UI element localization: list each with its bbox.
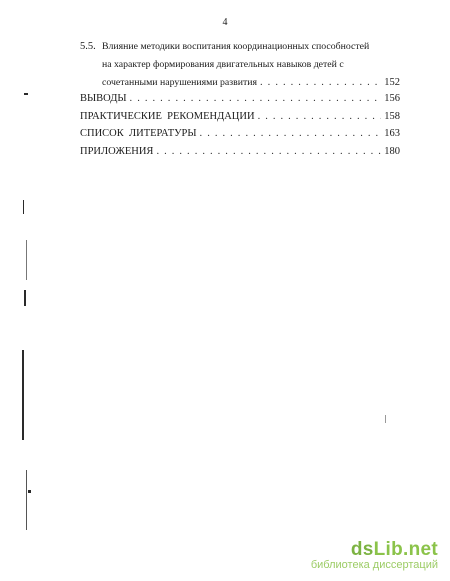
toc-entry-label: СПИСОК ЛИТЕРАТУРЫ: [80, 128, 197, 139]
toc-entry-vyvody: [80, 92, 400, 106]
toc-entry-line: [80, 40, 400, 54]
toc-entry-line: [80, 145, 400, 159]
scan-artifact: [24, 290, 26, 306]
toc-entry-line: [80, 58, 400, 72]
toc-entry-appendices: [80, 145, 400, 159]
dot-leader: [258, 110, 382, 124]
scan-artifact: [26, 240, 27, 280]
toc-entry-title-line1: Влияние методики воспитания координационных способностей: [102, 41, 370, 52]
toc-entry-literature: [80, 127, 400, 141]
watermark-logo-rest: Lib.net: [373, 539, 438, 560]
toc-entry-page: 152: [384, 77, 400, 88]
toc-entry-page: 156: [384, 93, 400, 104]
toc-entry-title-line2: на характер формирования двигательных навыков детей с: [102, 59, 344, 70]
page-number: 4: [222, 17, 228, 28]
toc-entry-practical: [80, 110, 400, 124]
toc-entry-line: [80, 92, 400, 106]
dot-leader: [130, 92, 382, 106]
toc-entry-number: 5.5.: [80, 41, 96, 52]
toc-entry-page: 163: [384, 128, 400, 139]
dot-leader: [200, 127, 382, 141]
scan-artifact: [22, 350, 24, 440]
watermark-subtitle: библиотека диссертаций: [310, 559, 438, 571]
toc-entry-label: ПРАКТИЧЕСКИЕ РЕКОМЕНДАЦИИ: [80, 111, 255, 122]
dot-leader: [156, 145, 381, 159]
dot-leader: [260, 76, 381, 90]
scan-artifact: [26, 470, 27, 530]
toc-entry-line: [80, 76, 400, 90]
toc-entry-page: 180: [384, 146, 400, 157]
scan-artifact: [28, 490, 31, 493]
toc-entry-label: ВЫВОДЫ: [80, 93, 127, 104]
toc-entry-page: 158: [384, 111, 400, 122]
watermark-logo-prefix: ds: [350, 539, 374, 560]
watermark-logo: [311, 539, 438, 561]
toc-entry-label: ПРИЛОЖЕНИЯ: [80, 146, 154, 157]
toc-entry-5-5: [80, 40, 400, 90]
toc-entry-title-line3: сочетанными нарушениями развития: [102, 77, 258, 88]
toc-entry-line: [80, 110, 400, 124]
scan-artifact: [385, 415, 386, 423]
scan-artifact: [23, 200, 24, 214]
toc-entry-line: [80, 127, 400, 141]
scan-artifact: [24, 93, 28, 95]
watermark: [311, 539, 438, 571]
